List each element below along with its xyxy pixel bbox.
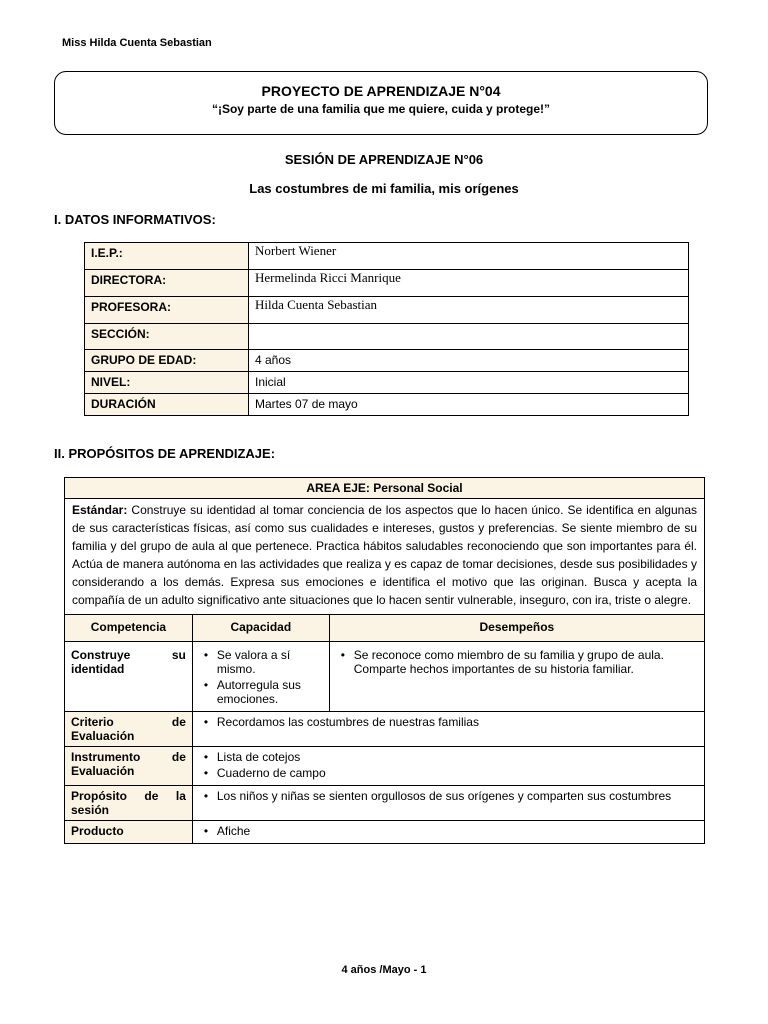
session-title: SESIÓN DE APRENDIZAJE N°06 bbox=[284, 152, 484, 167]
section-heading-datos: I. DATOS INFORMATIVOS: bbox=[54, 212, 216, 227]
criterio-cell bbox=[192, 712, 704, 747]
row-value: Inicial bbox=[249, 372, 689, 394]
row-value bbox=[249, 324, 689, 350]
area-eje-header: AREA EJE: Personal Social bbox=[65, 478, 705, 499]
list-item: • Recordamos las costumbres de nuestras familias bbox=[217, 715, 698, 729]
table-row bbox=[85, 270, 689, 297]
standard-text: Construye su identidad al tomar conciencia de los aspectos que lo hacen único. Se identifica en algunas de sus características físicas, así como sus cualidades e intereses, gustos y preferencias. Se siente miembro de su familia y del grupo de aula al que pertenece. Practica hábitos saludables reconociendo que son importantes para él. Actúa de manera autónoma en las actividades que realiza y es capaz de tomar decisiones, desde sus posibilidades y considerando a los demás. Expresa sus emociones e identifica el motivo que las originan. Busca y acepta la compañía de un adulto significativo ante situaciones que lo hacen sentir vulnerable, inseguro, con ira, triste o alegre. bbox=[72, 503, 697, 607]
datos-informativos-table bbox=[84, 242, 689, 416]
list-item: • Los niños y niñas se sienten orgullosos de sus orígenes y comparten sus costumbres bbox=[217, 789, 698, 803]
row-label: I.E.P.: bbox=[85, 243, 249, 270]
row-value: Martes 07 de mayo bbox=[249, 394, 689, 416]
table-row bbox=[85, 372, 689, 394]
page-footer: 4 años /Mayo - 1 bbox=[341, 964, 427, 976]
list-item: • Lista de cotejos bbox=[217, 750, 698, 764]
list-item: • Autorregula sus emociones. bbox=[217, 678, 323, 706]
standard-label: Estándar: bbox=[72, 503, 128, 517]
list-item: • Se valora a sí mismo. bbox=[217, 648, 323, 676]
capacidades-cell bbox=[192, 642, 329, 712]
propositos-table bbox=[64, 477, 705, 844]
row-label: DURACIÓN bbox=[85, 394, 249, 416]
row-label: SECCIÓN: bbox=[85, 324, 249, 350]
row-value: Norbert Wiener bbox=[249, 243, 689, 270]
section-heading-propositos: II. PROPÓSITOS DE APRENDIZAJE: bbox=[54, 446, 276, 461]
table-row bbox=[85, 243, 689, 270]
row-label: NIVEL: bbox=[85, 372, 249, 394]
project-title-box bbox=[54, 71, 708, 135]
row-value: 4 años bbox=[249, 350, 689, 372]
producto-label: Producto bbox=[65, 821, 193, 844]
table-row bbox=[85, 394, 689, 416]
list-item: • Afiche bbox=[217, 824, 698, 838]
list-item: • Se reconoce como miembro de su familia y grupo de aula. Comparte hechos importantes de su historia familiar. bbox=[354, 648, 698, 676]
desempeno-cell bbox=[329, 642, 704, 712]
instrumento-cell bbox=[192, 747, 704, 786]
proposito-label: Propósito de la sesión bbox=[65, 786, 193, 821]
proposito-cell bbox=[192, 786, 704, 821]
row-label: PROFESORA: bbox=[85, 297, 249, 324]
row-label: GRUPO DE EDAD: bbox=[85, 350, 249, 372]
row-value: Hilda Cuenta Sebastian bbox=[249, 297, 689, 324]
column-header-desempenos: Desempeños bbox=[329, 615, 704, 642]
column-header-competencia: Competencia bbox=[65, 615, 193, 642]
column-header-capacidad: Capacidad bbox=[192, 615, 329, 642]
producto-cell bbox=[192, 821, 704, 844]
table-row bbox=[85, 350, 689, 372]
row-label: DIRECTORA: bbox=[85, 270, 249, 297]
table-row bbox=[85, 297, 689, 324]
session-topic: Las costumbres de mi familia, mis orígenes bbox=[249, 181, 519, 196]
standard-cell bbox=[65, 499, 705, 615]
project-title: PROYECTO DE APRENDIZAJE N°04 bbox=[261, 83, 501, 99]
table-row bbox=[85, 324, 689, 350]
list-item: • Cuaderno de campo bbox=[217, 766, 698, 780]
row-value: Hermelinda Ricci Manrique bbox=[249, 270, 689, 297]
competencia-value: Construye su identidad bbox=[65, 642, 193, 712]
project-subtitle: “¡Soy parte de una familia que me quiere, cuida y protege!” bbox=[211, 102, 551, 116]
instrumento-label: Instrumento de Evaluación bbox=[65, 747, 193, 786]
document-author: Miss Hilda Cuenta Sebastian bbox=[62, 37, 212, 49]
criterio-label: Criterio de Evaluación bbox=[65, 712, 193, 747]
